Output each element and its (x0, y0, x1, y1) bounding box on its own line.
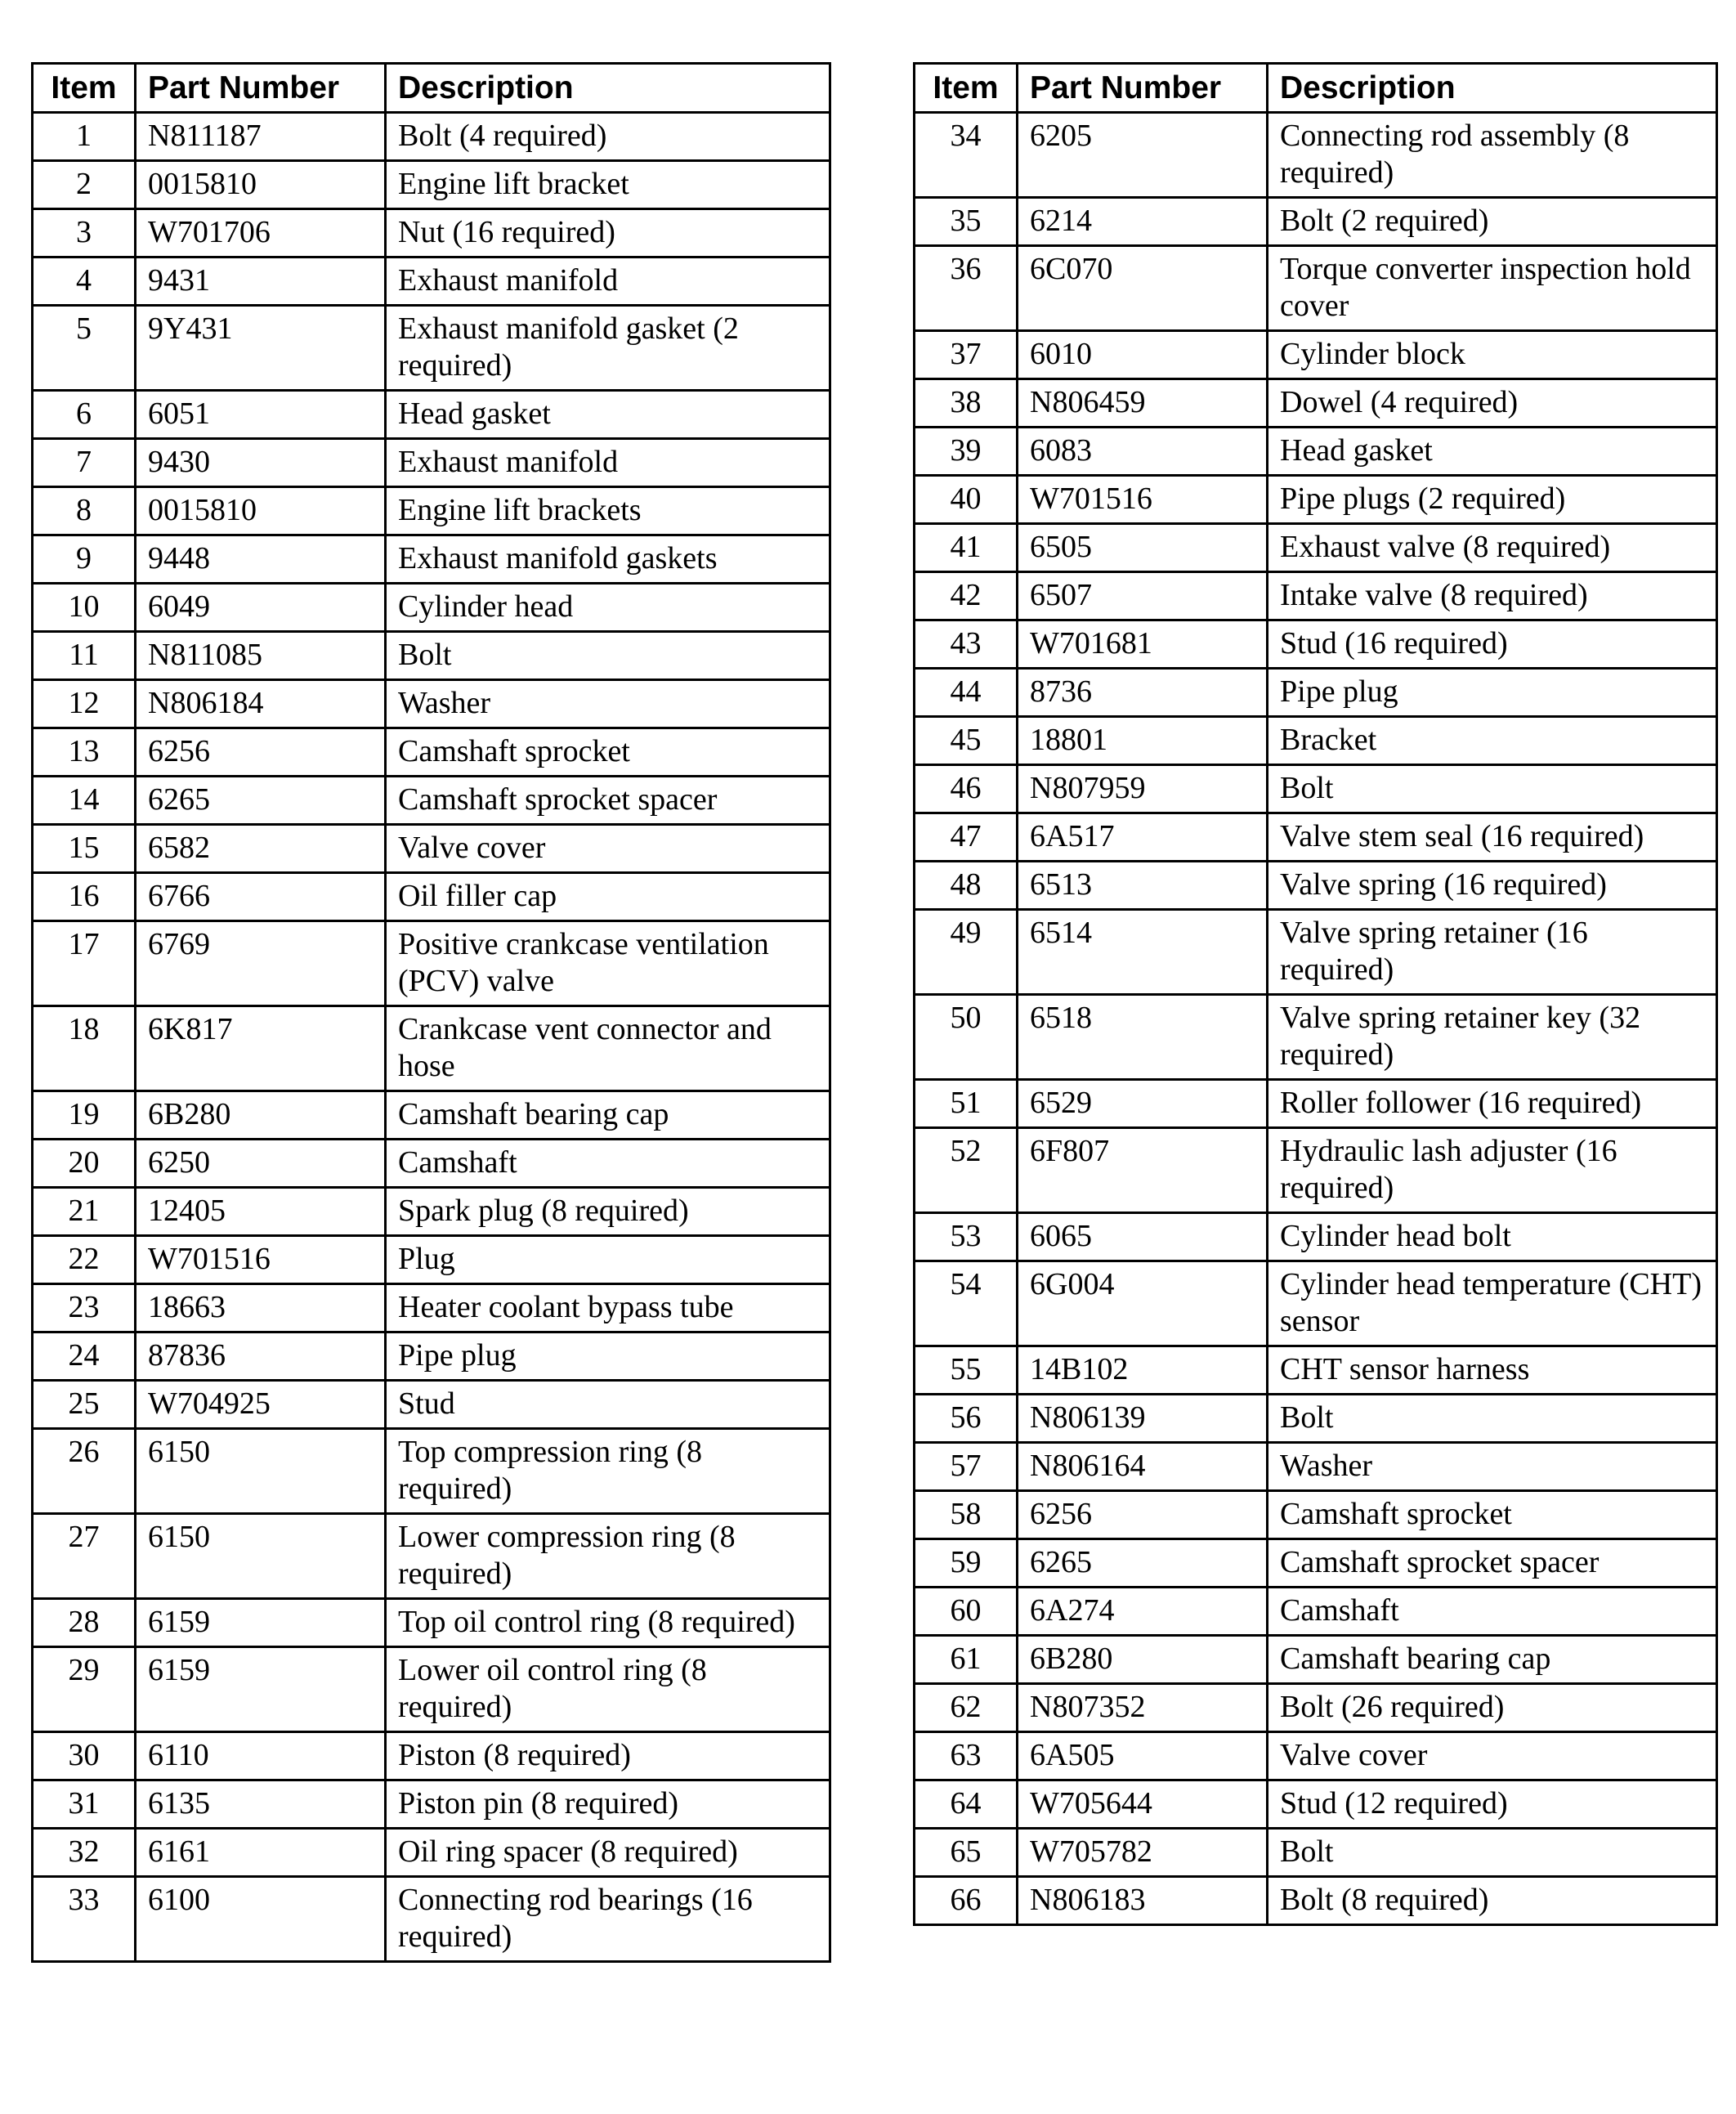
header-item: Item (33, 64, 136, 113)
table-row (33, 1006, 830, 1091)
table-row (33, 439, 830, 487)
item-cell: 59 (915, 1539, 1018, 1588)
part-number-cell: 6505 (1018, 524, 1268, 572)
table-header-row (915, 64, 1717, 113)
part-number-cell: 6K817 (136, 1006, 386, 1091)
description-cell: Camshaft sprocket spacer (1268, 1539, 1717, 1588)
table-row (33, 391, 830, 439)
description-cell: Pipe plug (1268, 669, 1717, 717)
description-cell: Lower compression ring (8 required) (386, 1514, 830, 1599)
table-row (33, 777, 830, 825)
description-cell: Bolt (26 required) (1268, 1684, 1717, 1732)
part-number-cell: 6C070 (1018, 246, 1268, 331)
description-cell: Valve spring (16 required) (1268, 862, 1717, 910)
part-number-cell: W701516 (1018, 476, 1268, 524)
description-cell: Heater coolant bypass tube (386, 1284, 830, 1332)
description-cell: Valve cover (1268, 1732, 1717, 1780)
part-number-cell: 6159 (136, 1647, 386, 1732)
table-row (33, 113, 830, 161)
item-cell: 58 (915, 1491, 1018, 1539)
part-number-cell: N807959 (1018, 765, 1268, 813)
table-row (915, 765, 1717, 813)
part-number-cell: 6A274 (1018, 1588, 1268, 1636)
description-cell: Cylinder head (386, 584, 830, 632)
description-cell: Roller follower (16 required) (1268, 1080, 1717, 1128)
part-number-cell: 6250 (136, 1140, 386, 1188)
item-cell: 21 (33, 1188, 136, 1236)
description-cell: Intake valve (8 required) (1268, 572, 1717, 620)
table-row (33, 680, 830, 728)
description-cell: Washer (386, 680, 830, 728)
table-row (915, 1877, 1717, 1925)
description-cell: Washer (1268, 1443, 1717, 1491)
part-number-cell: 6B280 (1018, 1636, 1268, 1684)
table-row (33, 1188, 830, 1236)
part-number-cell: 6766 (136, 873, 386, 921)
description-cell: Camshaft (1268, 1588, 1717, 1636)
part-number-cell: N811085 (136, 632, 386, 680)
table-row (33, 1140, 830, 1188)
description-cell: Pipe plugs (2 required) (1268, 476, 1717, 524)
description-cell: Cylinder head temperature (CHT) sensor (1268, 1261, 1717, 1346)
table-row (33, 1780, 830, 1829)
description-cell: Positive crankcase ventilation (PCV) valve (386, 921, 830, 1006)
table-row (33, 1732, 830, 1780)
description-cell: Camshaft bearing cap (386, 1091, 830, 1140)
description-cell: Torque converter inspection hold cover (1268, 246, 1717, 331)
part-number-cell: 6F807 (1018, 1128, 1268, 1213)
part-number-cell: 6159 (136, 1599, 386, 1647)
description-cell: Valve cover (386, 825, 830, 873)
description-cell: Lower oil control ring (8 required) (386, 1647, 830, 1732)
table-row (33, 1429, 830, 1514)
part-number-cell: 6049 (136, 584, 386, 632)
table-row (915, 1261, 1717, 1346)
part-number-cell: 6083 (1018, 428, 1268, 476)
part-number-cell: N811187 (136, 113, 386, 161)
item-cell: 57 (915, 1443, 1018, 1491)
table-row (915, 246, 1717, 331)
description-cell: Stud (12 required) (1268, 1780, 1717, 1829)
item-cell: 45 (915, 717, 1018, 765)
item-cell: 51 (915, 1080, 1018, 1128)
description-cell: Bolt (1268, 1395, 1717, 1443)
item-cell: 33 (33, 1877, 136, 1962)
table-row (33, 1284, 830, 1332)
item-cell: 16 (33, 873, 136, 921)
item-cell: 46 (915, 765, 1018, 813)
table-row (33, 161, 830, 209)
table-row (33, 1647, 830, 1732)
header-description: Description (1268, 64, 1717, 113)
description-cell: Top oil control ring (8 required) (386, 1599, 830, 1647)
part-number-cell: N806164 (1018, 1443, 1268, 1491)
item-cell: 10 (33, 584, 136, 632)
item-cell: 62 (915, 1684, 1018, 1732)
description-cell: Exhaust manifold gaskets (386, 535, 830, 584)
item-cell: 42 (915, 572, 1018, 620)
part-number-cell: 6B280 (136, 1091, 386, 1140)
description-cell: Bolt (1268, 765, 1717, 813)
table-row (915, 524, 1717, 572)
part-number-cell: 6518 (1018, 995, 1268, 1080)
table-row (915, 1213, 1717, 1261)
part-number-cell: W704925 (136, 1381, 386, 1429)
part-number-cell: N806183 (1018, 1877, 1268, 1925)
item-cell: 32 (33, 1829, 136, 1877)
item-cell: 41 (915, 524, 1018, 572)
item-cell: 38 (915, 379, 1018, 428)
header-part-number: Part Number (136, 64, 386, 113)
part-number-cell: N806139 (1018, 1395, 1268, 1443)
table-row (915, 1491, 1717, 1539)
table-row (915, 813, 1717, 862)
item-cell: 4 (33, 258, 136, 306)
item-cell: 27 (33, 1514, 136, 1599)
part-number-cell: 6513 (1018, 862, 1268, 910)
table-row (915, 331, 1717, 379)
table-row (915, 910, 1717, 995)
table-row (915, 428, 1717, 476)
description-cell: Plug (386, 1236, 830, 1284)
table-row (915, 717, 1717, 765)
table-row (33, 921, 830, 1006)
description-cell: CHT sensor harness (1268, 1346, 1717, 1395)
item-cell: 54 (915, 1261, 1018, 1346)
part-number-cell: W701681 (1018, 620, 1268, 669)
part-number-cell: 6582 (136, 825, 386, 873)
item-cell: 22 (33, 1236, 136, 1284)
table-row (33, 306, 830, 391)
item-cell: 1 (33, 113, 136, 161)
description-cell: Valve spring retainer key (32 required) (1268, 995, 1717, 1080)
table-row (915, 198, 1717, 246)
table-row (915, 995, 1717, 1080)
part-number-cell: W701516 (136, 1236, 386, 1284)
description-cell: Bolt (1268, 1829, 1717, 1877)
table-row (915, 1346, 1717, 1395)
item-cell: 24 (33, 1332, 136, 1381)
part-number-cell: W701706 (136, 209, 386, 258)
table-row (33, 1829, 830, 1877)
description-cell: Crankcase vent connector and hose (386, 1006, 830, 1091)
table-row (915, 1829, 1717, 1877)
item-cell: 49 (915, 910, 1018, 995)
part-number-cell: 6161 (136, 1829, 386, 1877)
table-row (915, 476, 1717, 524)
part-number-cell: 6051 (136, 391, 386, 439)
table-row (915, 572, 1717, 620)
item-cell: 47 (915, 813, 1018, 862)
part-number-cell: 6507 (1018, 572, 1268, 620)
description-cell: Dowel (4 required) (1268, 379, 1717, 428)
description-cell: Exhaust manifold gasket (2 required) (386, 306, 830, 391)
table-row (915, 379, 1717, 428)
table-row (33, 1236, 830, 1284)
table-row (915, 862, 1717, 910)
item-cell: 56 (915, 1395, 1018, 1443)
table-row (915, 1684, 1717, 1732)
item-cell: 34 (915, 113, 1018, 198)
table-row (33, 258, 830, 306)
description-cell: Top compression ring (8 required) (386, 1429, 830, 1514)
description-cell: Piston pin (8 required) (386, 1780, 830, 1829)
part-number-cell: 6150 (136, 1514, 386, 1599)
item-cell: 40 (915, 476, 1018, 524)
part-number-cell: 6G004 (1018, 1261, 1268, 1346)
part-number-cell: W705782 (1018, 1829, 1268, 1877)
item-cell: 19 (33, 1091, 136, 1140)
item-cell: 36 (915, 246, 1018, 331)
parts-table-right (913, 62, 1718, 1926)
description-cell: Connecting rod bearings (16 required) (386, 1877, 830, 1962)
part-number-cell: 6135 (136, 1780, 386, 1829)
table-row (33, 825, 830, 873)
table-row (915, 1128, 1717, 1213)
item-cell: 26 (33, 1429, 136, 1514)
table-row (915, 1732, 1717, 1780)
parts-table-left (31, 62, 831, 1963)
part-number-cell: N806184 (136, 680, 386, 728)
part-number-cell: N807352 (1018, 1684, 1268, 1732)
part-number-cell: 6205 (1018, 113, 1268, 198)
item-cell: 7 (33, 439, 136, 487)
header-description: Description (386, 64, 830, 113)
item-cell: 35 (915, 198, 1018, 246)
item-cell: 17 (33, 921, 136, 1006)
table-row (33, 1877, 830, 1962)
item-cell: 39 (915, 428, 1018, 476)
item-cell: 12 (33, 680, 136, 728)
item-cell: 25 (33, 1381, 136, 1429)
description-cell: Camshaft sprocket (1268, 1491, 1717, 1539)
part-number-cell: 6065 (1018, 1213, 1268, 1261)
part-number-cell: 6769 (136, 921, 386, 1006)
item-cell: 3 (33, 209, 136, 258)
item-cell: 15 (33, 825, 136, 873)
part-number-cell: 12405 (136, 1188, 386, 1236)
item-cell: 11 (33, 632, 136, 680)
item-cell: 60 (915, 1588, 1018, 1636)
part-number-cell: 6100 (136, 1877, 386, 1962)
description-cell: Stud (16 required) (1268, 620, 1717, 669)
description-cell: Pipe plug (386, 1332, 830, 1381)
item-cell: 63 (915, 1732, 1018, 1780)
part-number-cell: 9430 (136, 439, 386, 487)
table-header-row (33, 64, 830, 113)
table-row (33, 873, 830, 921)
description-cell: Valve spring retainer (16 required) (1268, 910, 1717, 995)
item-cell: 66 (915, 1877, 1018, 1925)
table-row (33, 584, 830, 632)
description-cell: Bracket (1268, 717, 1717, 765)
item-cell: 50 (915, 995, 1018, 1080)
description-cell: Camshaft sprocket (386, 728, 830, 777)
table-row (915, 620, 1717, 669)
part-number-cell: 6256 (136, 728, 386, 777)
item-cell: 14 (33, 777, 136, 825)
description-cell: Cylinder block (1268, 331, 1717, 379)
item-cell: 6 (33, 391, 136, 439)
part-number-cell: 6529 (1018, 1080, 1268, 1128)
description-cell: Camshaft sprocket spacer (386, 777, 830, 825)
table-row (915, 669, 1717, 717)
item-cell: 20 (33, 1140, 136, 1188)
part-number-cell: 6256 (1018, 1491, 1268, 1539)
description-cell: Bolt (2 required) (1268, 198, 1717, 246)
table-row (33, 1514, 830, 1599)
description-cell: Nut (16 required) (386, 209, 830, 258)
description-cell: Bolt (386, 632, 830, 680)
description-cell: Bolt (8 required) (1268, 1877, 1717, 1925)
description-cell: Head gasket (1268, 428, 1717, 476)
description-cell: Spark plug (8 required) (386, 1188, 830, 1236)
part-number-cell: 6265 (136, 777, 386, 825)
table-row (33, 632, 830, 680)
description-cell: Piston (8 required) (386, 1732, 830, 1780)
header-item: Item (915, 64, 1018, 113)
table-row (915, 1636, 1717, 1684)
part-number-cell: 9431 (136, 258, 386, 306)
item-cell: 31 (33, 1780, 136, 1829)
part-number-cell: 6265 (1018, 1539, 1268, 1588)
description-cell: Exhaust valve (8 required) (1268, 524, 1717, 572)
part-number-cell: 8736 (1018, 669, 1268, 717)
part-number-cell: 6A517 (1018, 813, 1268, 862)
table-row (33, 209, 830, 258)
part-number-cell: 6110 (136, 1732, 386, 1780)
part-number-cell: 6150 (136, 1429, 386, 1514)
item-cell: 29 (33, 1647, 136, 1732)
table-row (33, 535, 830, 584)
part-number-cell: N806459 (1018, 379, 1268, 428)
item-cell: 2 (33, 161, 136, 209)
table-row (915, 1395, 1717, 1443)
item-cell: 55 (915, 1346, 1018, 1395)
table-row (915, 113, 1717, 198)
description-cell: Oil ring spacer (8 required) (386, 1829, 830, 1877)
part-number-cell: 6A505 (1018, 1732, 1268, 1780)
table-row (915, 1443, 1717, 1491)
table-row (33, 1091, 830, 1140)
description-cell: Connecting rod assembly (8 required) (1268, 113, 1717, 198)
part-number-cell: 0015810 (136, 487, 386, 535)
table-row (33, 1599, 830, 1647)
description-cell: Camshaft bearing cap (1268, 1636, 1717, 1684)
item-cell: 30 (33, 1732, 136, 1780)
description-cell: Head gasket (386, 391, 830, 439)
item-cell: 52 (915, 1128, 1018, 1213)
item-cell: 53 (915, 1213, 1018, 1261)
description-cell: Stud (386, 1381, 830, 1429)
table-row (915, 1588, 1717, 1636)
part-number-cell: 9448 (136, 535, 386, 584)
table-row (915, 1080, 1717, 1128)
description-cell: Exhaust manifold (386, 439, 830, 487)
table-row (33, 1332, 830, 1381)
item-cell: 23 (33, 1284, 136, 1332)
item-cell: 48 (915, 862, 1018, 910)
item-cell: 64 (915, 1780, 1018, 1829)
item-cell: 5 (33, 306, 136, 391)
table-row (33, 1381, 830, 1429)
part-number-cell: 14B102 (1018, 1346, 1268, 1395)
part-number-cell: 0015810 (136, 161, 386, 209)
description-cell: Hydraulic lash adjuster (16 required) (1268, 1128, 1717, 1213)
table-row (915, 1539, 1717, 1588)
item-cell: 43 (915, 620, 1018, 669)
item-cell: 18 (33, 1006, 136, 1091)
part-number-cell: 87836 (136, 1332, 386, 1381)
part-number-cell: 6010 (1018, 331, 1268, 379)
description-cell: Engine lift brackets (386, 487, 830, 535)
item-cell: 9 (33, 535, 136, 584)
parts-table-left-body (33, 113, 830, 1962)
item-cell: 44 (915, 669, 1018, 717)
item-cell: 65 (915, 1829, 1018, 1877)
part-number-cell: 9Y431 (136, 306, 386, 391)
description-cell: Bolt (4 required) (386, 113, 830, 161)
item-cell: 61 (915, 1636, 1018, 1684)
table-row (33, 487, 830, 535)
header-part-number: Part Number (1018, 64, 1268, 113)
part-number-cell: 18663 (136, 1284, 386, 1332)
part-number-cell: W705644 (1018, 1780, 1268, 1829)
item-cell: 8 (33, 487, 136, 535)
part-number-cell: 6214 (1018, 198, 1268, 246)
description-cell: Cylinder head bolt (1268, 1213, 1717, 1261)
part-number-cell: 6514 (1018, 910, 1268, 995)
description-cell: Camshaft (386, 1140, 830, 1188)
description-cell: Engine lift bracket (386, 161, 830, 209)
item-cell: 28 (33, 1599, 136, 1647)
item-cell: 13 (33, 728, 136, 777)
item-cell: 37 (915, 331, 1018, 379)
parts-table-right-body (915, 113, 1717, 1925)
description-cell: Exhaust manifold (386, 258, 830, 306)
table-row (33, 728, 830, 777)
part-number-cell: 18801 (1018, 717, 1268, 765)
description-cell: Valve stem seal (16 required) (1268, 813, 1717, 862)
table-row (915, 1780, 1717, 1829)
description-cell: Oil filler cap (386, 873, 830, 921)
